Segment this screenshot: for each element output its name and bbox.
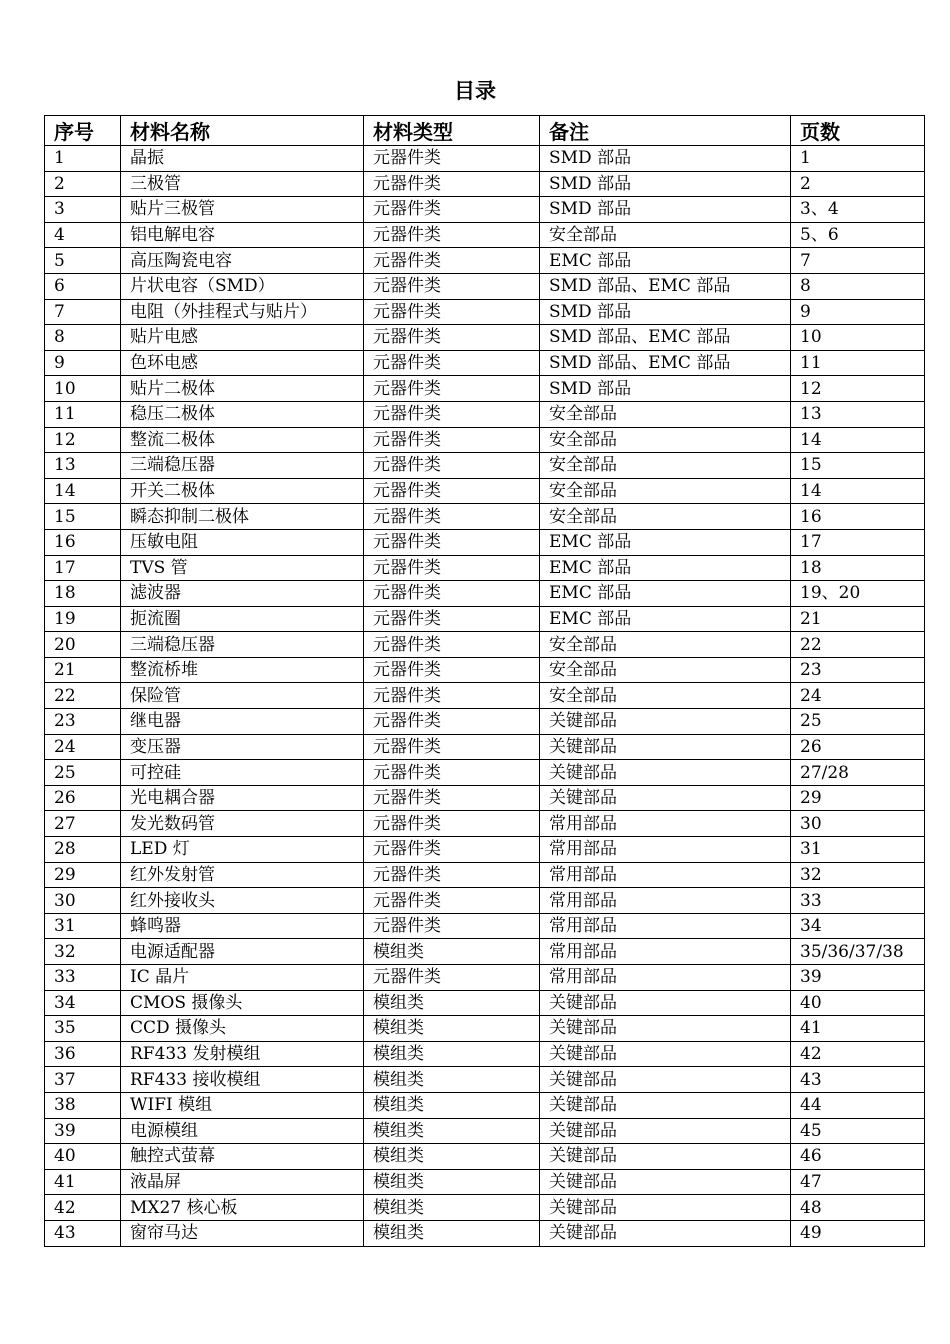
cell-remarks: 关键部品: [540, 1092, 791, 1118]
cell-remarks: 关键部品: [540, 1118, 791, 1144]
cell-remarks: 安全部品: [540, 478, 791, 504]
cell-index: 32: [45, 939, 121, 965]
cell-material-name: 三端稳压器: [121, 632, 364, 658]
cell-index: 14: [45, 478, 121, 504]
cell-material-type: 模组类: [364, 990, 540, 1016]
cell-material-type: 元器件类: [364, 350, 540, 376]
cell-remarks: 关键部品: [540, 1220, 791, 1246]
table-row: [45, 811, 925, 837]
table-header-row: [45, 116, 925, 146]
cell-remarks: SMD 部品、EMC 部品: [540, 325, 791, 351]
cell-material-type: 模组类: [364, 1041, 540, 1067]
cell-material-type: 元器件类: [364, 606, 540, 632]
cell-material-type: 元器件类: [364, 478, 540, 504]
cell-pages: 22: [791, 632, 925, 658]
cell-index: 6: [45, 273, 121, 299]
cell-material-name: 触控式萤幕: [121, 1144, 364, 1170]
cell-material-name: 发光数码管: [121, 811, 364, 837]
cell-material-type: 元器件类: [364, 632, 540, 658]
cell-pages: 2: [791, 171, 925, 197]
cell-material-name: 瞬态抑制二极体: [121, 504, 364, 530]
cell-material-name: 继电器: [121, 709, 364, 735]
cell-index: 1: [45, 146, 121, 172]
cell-pages: 13: [791, 401, 925, 427]
cell-material-type: 元器件类: [364, 299, 540, 325]
cell-index: 26: [45, 785, 121, 811]
table-row: [45, 453, 925, 479]
cell-index: 19: [45, 606, 121, 632]
cell-remarks: SMD 部品: [540, 171, 791, 197]
cell-pages: 10: [791, 325, 925, 351]
cell-material-name: 贴片二极体: [121, 376, 364, 402]
cell-index: 29: [45, 862, 121, 888]
cell-pages: 32: [791, 862, 925, 888]
cell-pages: 23: [791, 657, 925, 683]
cell-remarks: 安全部品: [540, 222, 791, 248]
cell-remarks: 安全部品: [540, 427, 791, 453]
table-row: [45, 555, 925, 581]
cell-material-type: 元器件类: [364, 427, 540, 453]
cell-pages: 17: [791, 529, 925, 555]
cell-pages: 19、20: [791, 581, 925, 607]
cell-material-name: 液晶屏: [121, 1169, 364, 1195]
cell-material-type: 元器件类: [364, 325, 540, 351]
cell-material-type: 元器件类: [364, 965, 540, 991]
cell-pages: 7: [791, 248, 925, 274]
cell-pages: 24: [791, 683, 925, 709]
cell-material-type: 元器件类: [364, 913, 540, 939]
cell-remarks: SMD 部品: [540, 299, 791, 325]
table-row: [45, 760, 925, 786]
table-row: [45, 785, 925, 811]
table-row: [45, 197, 925, 223]
cell-material-name: 色环电感: [121, 350, 364, 376]
table-row: [45, 1041, 925, 1067]
cell-remarks: 关键部品: [540, 1169, 791, 1195]
cell-material-type: 元器件类: [364, 555, 540, 581]
cell-index: 2: [45, 171, 121, 197]
cell-pages: 40: [791, 990, 925, 1016]
cell-pages: 25: [791, 709, 925, 735]
cell-material-name: 保险管: [121, 683, 364, 709]
table-row: [45, 734, 925, 760]
cell-material-name: 电阻（外挂程式与贴片）: [121, 299, 364, 325]
cell-material-type: 元器件类: [364, 862, 540, 888]
header-pages: 页数: [791, 116, 925, 146]
cell-pages: 9: [791, 299, 925, 325]
cell-index: 41: [45, 1169, 121, 1195]
cell-material-name: 铝电解电容: [121, 222, 364, 248]
cell-index: 20: [45, 632, 121, 658]
cell-remarks: SMD 部品: [540, 376, 791, 402]
header-remarks: 备注: [540, 116, 791, 146]
cell-index: 18: [45, 581, 121, 607]
cell-index: 5: [45, 248, 121, 274]
cell-material-type: 元器件类: [364, 734, 540, 760]
cell-index: 39: [45, 1118, 121, 1144]
cell-remarks: 安全部品: [540, 632, 791, 658]
cell-pages: 44: [791, 1092, 925, 1118]
cell-remarks: 关键部品: [540, 1041, 791, 1067]
cell-material-type: 模组类: [364, 939, 540, 965]
cell-remarks: 关键部品: [540, 1016, 791, 1042]
cell-material-type: 模组类: [364, 1220, 540, 1246]
cell-pages: 14: [791, 478, 925, 504]
table-row: [45, 478, 925, 504]
table-row: [45, 1220, 925, 1246]
cell-index: 12: [45, 427, 121, 453]
cell-material-type: 元器件类: [364, 248, 540, 274]
cell-material-type: 模组类: [364, 1016, 540, 1042]
cell-index: 24: [45, 734, 121, 760]
cell-index: 4: [45, 222, 121, 248]
cell-pages: 49: [791, 1220, 925, 1246]
cell-material-name: 整流二极体: [121, 427, 364, 453]
table-row: [45, 1144, 925, 1170]
cell-material-name: CCD 摄像头: [121, 1016, 364, 1042]
cell-remarks: 常用部品: [540, 811, 791, 837]
cell-remarks: SMD 部品: [540, 146, 791, 172]
cell-remarks: 关键部品: [540, 760, 791, 786]
cell-material-name: WIFI 模组: [121, 1092, 364, 1118]
table-row: [45, 401, 925, 427]
cell-material-type: 元器件类: [364, 453, 540, 479]
cell-material-name: 滤波器: [121, 581, 364, 607]
cell-remarks: 关键部品: [540, 1144, 791, 1170]
cell-pages: 16: [791, 504, 925, 530]
cell-pages: 27/28: [791, 760, 925, 786]
table-row: [45, 1092, 925, 1118]
table-row: [45, 709, 925, 735]
cell-material-type: 模组类: [364, 1092, 540, 1118]
cell-material-name: 整流桥堆: [121, 657, 364, 683]
cell-remarks: 安全部品: [540, 504, 791, 530]
cell-index: 25: [45, 760, 121, 786]
cell-material-type: 元器件类: [364, 760, 540, 786]
cell-remarks: 常用部品: [540, 837, 791, 863]
table-row: [45, 146, 925, 172]
cell-material-type: 元器件类: [364, 171, 540, 197]
cell-material-name: 三端稳压器: [121, 453, 364, 479]
table-row: [45, 1169, 925, 1195]
table-row: [45, 273, 925, 299]
cell-index: 15: [45, 504, 121, 530]
cell-pages: 39: [791, 965, 925, 991]
cell-index: 23: [45, 709, 121, 735]
cell-material-name: 电源模组: [121, 1118, 364, 1144]
cell-index: 31: [45, 913, 121, 939]
cell-pages: 1: [791, 146, 925, 172]
cell-material-type: 元器件类: [364, 581, 540, 607]
cell-material-type: 元器件类: [364, 401, 540, 427]
cell-material-name: TVS 管: [121, 555, 364, 581]
cell-material-name: CMOS 摄像头: [121, 990, 364, 1016]
table-row: [45, 1118, 925, 1144]
cell-remarks: EMC 部品: [540, 581, 791, 607]
cell-pages: 3、4: [791, 197, 925, 223]
cell-material-name: 片状电容（SMD）: [121, 273, 364, 299]
cell-material-type: 元器件类: [364, 657, 540, 683]
cell-remarks: 关键部品: [540, 1067, 791, 1093]
cell-material-type: 元器件类: [364, 504, 540, 530]
cell-index: 37: [45, 1067, 121, 1093]
cell-index: 30: [45, 888, 121, 914]
table-row: [45, 376, 925, 402]
cell-remarks: 关键部品: [540, 785, 791, 811]
cell-pages: 48: [791, 1195, 925, 1221]
cell-index: 3: [45, 197, 121, 223]
cell-pages: 15: [791, 453, 925, 479]
cell-pages: 8: [791, 273, 925, 299]
cell-material-name: 三极管: [121, 171, 364, 197]
cell-material-type: 元器件类: [364, 529, 540, 555]
table-row: [45, 683, 925, 709]
cell-pages: 47: [791, 1169, 925, 1195]
cell-material-name: LED 灯: [121, 837, 364, 863]
cell-material-name: 稳压二极体: [121, 401, 364, 427]
cell-material-name: 压敏电阻: [121, 529, 364, 555]
cell-index: 9: [45, 350, 121, 376]
cell-pages: 34: [791, 913, 925, 939]
cell-material-name: 贴片三极管: [121, 197, 364, 223]
cell-material-type: 元器件类: [364, 197, 540, 223]
cell-material-name: 窗帘马达: [121, 1220, 364, 1246]
cell-index: 8: [45, 325, 121, 351]
table-row: [45, 427, 925, 453]
cell-material-name: IC 晶片: [121, 965, 364, 991]
table-row: [45, 350, 925, 376]
table-row: [45, 888, 925, 914]
cell-index: 38: [45, 1092, 121, 1118]
cell-material-name: 红外接收头: [121, 888, 364, 914]
cell-remarks: 常用部品: [540, 862, 791, 888]
cell-remarks: 安全部品: [540, 683, 791, 709]
table-row: [45, 529, 925, 555]
cell-remarks: 关键部品: [540, 990, 791, 1016]
table-row: [45, 913, 925, 939]
table-row: [45, 990, 925, 1016]
table-row: [45, 171, 925, 197]
cell-remarks: 关键部品: [540, 1195, 791, 1221]
cell-index: 35: [45, 1016, 121, 1042]
header-material-name: 材料名称: [121, 116, 364, 146]
cell-pages: 26: [791, 734, 925, 760]
table-row: [45, 248, 925, 274]
cell-index: 33: [45, 965, 121, 991]
cell-pages: 14: [791, 427, 925, 453]
cell-index: 22: [45, 683, 121, 709]
toc-table: [44, 115, 925, 1247]
cell-remarks: SMD 部品、EMC 部品: [540, 350, 791, 376]
cell-index: 42: [45, 1195, 121, 1221]
cell-remarks: EMC 部品: [540, 606, 791, 632]
cell-remarks: 安全部品: [540, 657, 791, 683]
cell-material-type: 元器件类: [364, 709, 540, 735]
table-row: [45, 939, 925, 965]
cell-pages: 29: [791, 785, 925, 811]
cell-material-name: 红外发射管: [121, 862, 364, 888]
cell-pages: 42: [791, 1041, 925, 1067]
cell-remarks: SMD 部品: [540, 197, 791, 223]
cell-material-name: 蜂鸣器: [121, 913, 364, 939]
cell-material-type: 元器件类: [364, 683, 540, 709]
cell-index: 11: [45, 401, 121, 427]
cell-index: 7: [45, 299, 121, 325]
table-body: [45, 146, 925, 1247]
cell-remarks: SMD 部品、EMC 部品: [540, 273, 791, 299]
header-material-type: 材料类型: [364, 116, 540, 146]
cell-pages: 11: [791, 350, 925, 376]
page-title: 目录: [454, 79, 496, 103]
cell-pages: 5、6: [791, 222, 925, 248]
cell-pages: 12: [791, 376, 925, 402]
cell-material-type: 元器件类: [364, 146, 540, 172]
cell-remarks: EMC 部品: [540, 529, 791, 555]
table-row: [45, 504, 925, 530]
cell-material-type: 元器件类: [364, 785, 540, 811]
cell-material-name: 光电耦合器: [121, 785, 364, 811]
cell-material-type: 元器件类: [364, 222, 540, 248]
cell-material-type: 元器件类: [364, 888, 540, 914]
cell-material-type: 模组类: [364, 1144, 540, 1170]
table-row: [45, 222, 925, 248]
cell-remarks: 常用部品: [540, 965, 791, 991]
cell-material-name: 贴片电感: [121, 325, 364, 351]
cell-index: 16: [45, 529, 121, 555]
cell-pages: 41: [791, 1016, 925, 1042]
cell-pages: 45: [791, 1118, 925, 1144]
cell-material-type: 元器件类: [364, 811, 540, 837]
table-row: [45, 862, 925, 888]
table-row: [45, 965, 925, 991]
cell-material-type: 模组类: [364, 1169, 540, 1195]
cell-pages: 43: [791, 1067, 925, 1093]
cell-pages: 31: [791, 837, 925, 863]
table-row: [45, 632, 925, 658]
cell-index: 10: [45, 376, 121, 402]
cell-remarks: 关键部品: [540, 734, 791, 760]
cell-index: 27: [45, 811, 121, 837]
table-row: [45, 1016, 925, 1042]
table-row: [45, 606, 925, 632]
cell-material-name: 电源适配器: [121, 939, 364, 965]
cell-material-name: RF433 发射模组: [121, 1041, 364, 1067]
cell-pages: 18: [791, 555, 925, 581]
header-index: 序号: [45, 116, 121, 146]
cell-remarks: 关键部品: [540, 709, 791, 735]
cell-material-type: 模组类: [364, 1067, 540, 1093]
cell-index: 34: [45, 990, 121, 1016]
cell-material-type: 元器件类: [364, 376, 540, 402]
cell-material-name: 开关二极体: [121, 478, 364, 504]
cell-material-type: 元器件类: [364, 273, 540, 299]
cell-material-name: 晶振: [121, 146, 364, 172]
cell-remarks: 安全部品: [540, 453, 791, 479]
table-row: [45, 657, 925, 683]
cell-remarks: 常用部品: [540, 888, 791, 914]
cell-index: 36: [45, 1041, 121, 1067]
cell-remarks: EMC 部品: [540, 248, 791, 274]
cell-material-name: 变压器: [121, 734, 364, 760]
table-row: [45, 325, 925, 351]
cell-material-name: RF433 接收模组: [121, 1067, 364, 1093]
cell-material-type: 模组类: [364, 1118, 540, 1144]
cell-index: 17: [45, 555, 121, 581]
cell-material-name: 可控硅: [121, 760, 364, 786]
table-row: [45, 1067, 925, 1093]
cell-pages: 35/36/37/38: [791, 939, 925, 965]
cell-material-type: 元器件类: [364, 837, 540, 863]
table-row: [45, 1195, 925, 1221]
cell-remarks: 常用部品: [540, 913, 791, 939]
table-row: [45, 837, 925, 863]
table-row: [45, 299, 925, 325]
cell-remarks: 常用部品: [540, 939, 791, 965]
cell-pages: 30: [791, 811, 925, 837]
cell-index: 13: [45, 453, 121, 479]
table-row: [45, 581, 925, 607]
cell-material-name: 扼流圈: [121, 606, 364, 632]
cell-index: 43: [45, 1220, 121, 1246]
cell-index: 28: [45, 837, 121, 863]
cell-index: 40: [45, 1144, 121, 1170]
cell-pages: 21: [791, 606, 925, 632]
cell-material-type: 模组类: [364, 1195, 540, 1221]
cell-remarks: EMC 部品: [540, 555, 791, 581]
cell-remarks: 安全部品: [540, 401, 791, 427]
cell-material-name: 高压陶瓷电容: [121, 248, 364, 274]
cell-index: 21: [45, 657, 121, 683]
cell-pages: 46: [791, 1144, 925, 1170]
cell-material-name: MX27 核心板: [121, 1195, 364, 1221]
cell-pages: 33: [791, 888, 925, 914]
